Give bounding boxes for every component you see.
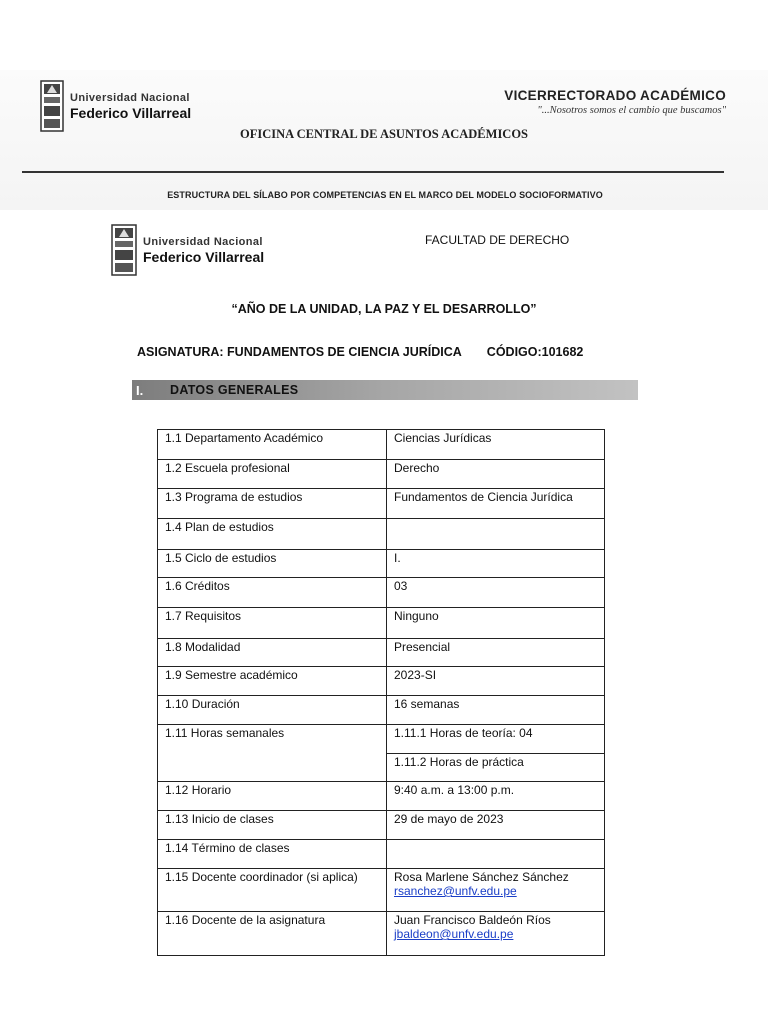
table-row	[158, 460, 605, 489]
faculty-university-line1: Universidad Nacional	[143, 235, 263, 248]
university-name-line1: Universidad Nacional	[70, 91, 190, 104]
row-value: Fundamentos de Ciencia Jurídica	[387, 489, 605, 519]
slogan: "...Nosotros somos el cambio que buscamos"	[537, 105, 726, 116]
row-label: 1.6 Créditos	[158, 578, 387, 608]
structure-title: ESTRUCTURA DEL SÍLABO POR COMPETENCIAS EN EL MARCO DEL MODELO SOCIOFORMATIVO	[167, 190, 603, 200]
table-row	[158, 725, 605, 754]
row-value: Derecho	[387, 460, 605, 489]
row-value	[387, 869, 605, 912]
row-label: 1.14 Término de clases	[158, 840, 387, 869]
row-label: 1.16 Docente de la asignatura	[158, 912, 387, 956]
table-row	[158, 430, 605, 460]
section-number: I.	[136, 382, 144, 398]
row-value: 2023-SI	[387, 667, 605, 696]
university-logo	[40, 80, 191, 132]
table-row	[158, 811, 605, 840]
row-value-secondary: 1.11.2 Horas de práctica	[387, 754, 605, 782]
table-row	[158, 869, 605, 912]
row-label: 1.2 Escuela profesional	[158, 460, 387, 489]
subject-code: CÓDIGO:101682	[486, 345, 584, 359]
header-divider	[22, 171, 724, 173]
row-value: Presencial	[387, 639, 605, 667]
row-label: 1.11 Horas semanales	[158, 725, 387, 782]
row-value	[387, 519, 605, 550]
university-crest-icon	[40, 80, 64, 132]
row-value: Ninguno	[387, 608, 605, 639]
table-row	[158, 578, 605, 608]
teacher-email-link[interactable]: jbaldeon@unfv.edu.pe	[394, 927, 514, 941]
row-value: 29 de mayo de 2023	[387, 811, 605, 840]
row-label: 1.5 Ciclo de estudios	[158, 550, 387, 578]
section-title: DATOS GENERALES	[170, 383, 299, 397]
year-motto: “AÑO DE LA UNIDAD, LA PAZ Y EL DESARROLLO”	[231, 302, 537, 316]
coordinator-name: Rosa Marlene Sánchez Sánchez	[394, 870, 569, 884]
vicerrectorado-header	[504, 88, 726, 116]
row-label: 1.15 Docente coordinador (si aplica)	[158, 869, 387, 912]
row-label: 1.13 Inicio de clases	[158, 811, 387, 840]
university-name-line2: Federico Villarreal	[70, 104, 192, 121]
row-value: 16 semanas	[387, 696, 605, 725]
row-label: 1.12 Horario	[158, 782, 387, 811]
row-label: 1.8 Modalidad	[158, 639, 387, 667]
row-value	[387, 840, 605, 869]
vicerrectorado-title: VICERRECTORADO ACADÉMICO	[504, 88, 726, 103]
row-value: 9:40 a.m. a 13:00 p.m.	[387, 782, 605, 811]
subject-line	[137, 345, 583, 359]
table-row	[158, 639, 605, 667]
row-label: 1.1 Departamento Académico	[158, 430, 387, 460]
faculty-logo	[111, 224, 264, 276]
table-row	[158, 519, 605, 550]
row-label: 1.4 Plan de estudios	[158, 519, 387, 550]
row-label: 1.9 Semestre académico	[158, 667, 387, 696]
faculty-name: FACULTAD DE DERECHO	[425, 233, 570, 247]
table-row	[158, 840, 605, 869]
coordinator-email-link[interactable]: rsanchez@unfv.edu.pe	[394, 884, 517, 898]
row-label: 1.7 Requisitos	[158, 608, 387, 639]
table-row	[158, 782, 605, 811]
section-header	[132, 380, 638, 400]
row-label: 1.10 Duración	[158, 696, 387, 725]
table-row	[158, 608, 605, 639]
row-value: 03	[387, 578, 605, 608]
table-row	[158, 696, 605, 725]
faculty-university-line2: Federico Villarreal	[143, 248, 265, 265]
subject-name: ASIGNATURA: FUNDAMENTOS DE CIENCIA JURÍDICA	[137, 345, 462, 359]
row-value	[387, 912, 605, 956]
row-value: I.	[387, 550, 605, 578]
row-label: 1.3 Programa de estudios	[158, 489, 387, 519]
table-row	[158, 489, 605, 519]
table-row	[158, 667, 605, 696]
university-crest-icon	[111, 224, 137, 276]
general-data-table	[157, 429, 605, 956]
office-title: OFICINA CENTRAL DE ASUNTOS ACADÉMICOS	[239, 127, 529, 141]
table-row	[158, 550, 605, 578]
row-value: Ciencias Jurídicas	[387, 430, 605, 460]
row-value: 1.11.1 Horas de teoría: 04	[387, 725, 605, 754]
table-row	[158, 912, 605, 956]
teacher-name: Juan Francisco Baldeón Ríos	[394, 913, 551, 927]
